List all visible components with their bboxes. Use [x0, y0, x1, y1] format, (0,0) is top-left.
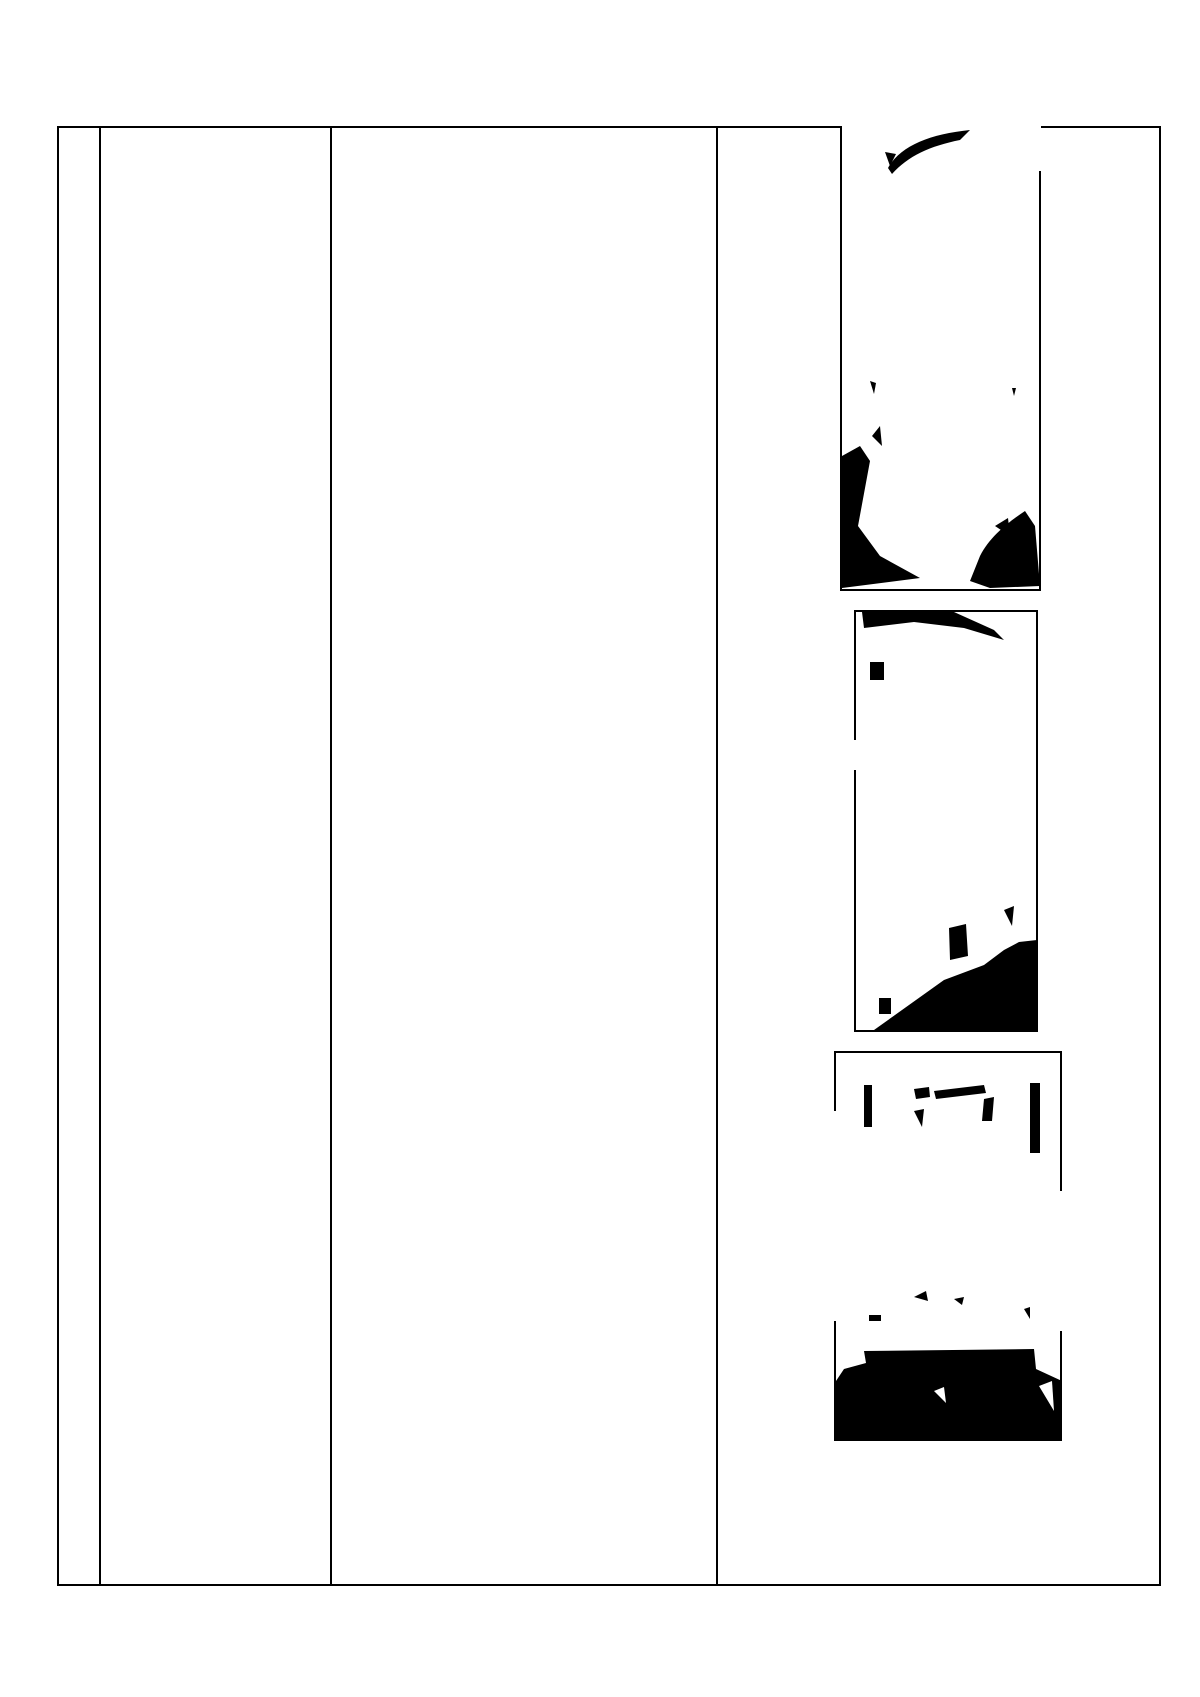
stove-photo-2-graphic [854, 610, 1038, 1032]
stove-photo-1-graphic [840, 126, 1041, 591]
stove-photo-3 [834, 1051, 1062, 1441]
object-table [57, 126, 1161, 1586]
stove-photo-2 [854, 610, 1038, 1032]
column-divider-1 [99, 128, 101, 1584]
stove-photo-3-graphic [834, 1051, 1062, 1441]
column-divider-2 [330, 128, 332, 1584]
column-divider-3 [716, 128, 718, 1584]
stove-photo-1 [840, 126, 1041, 591]
